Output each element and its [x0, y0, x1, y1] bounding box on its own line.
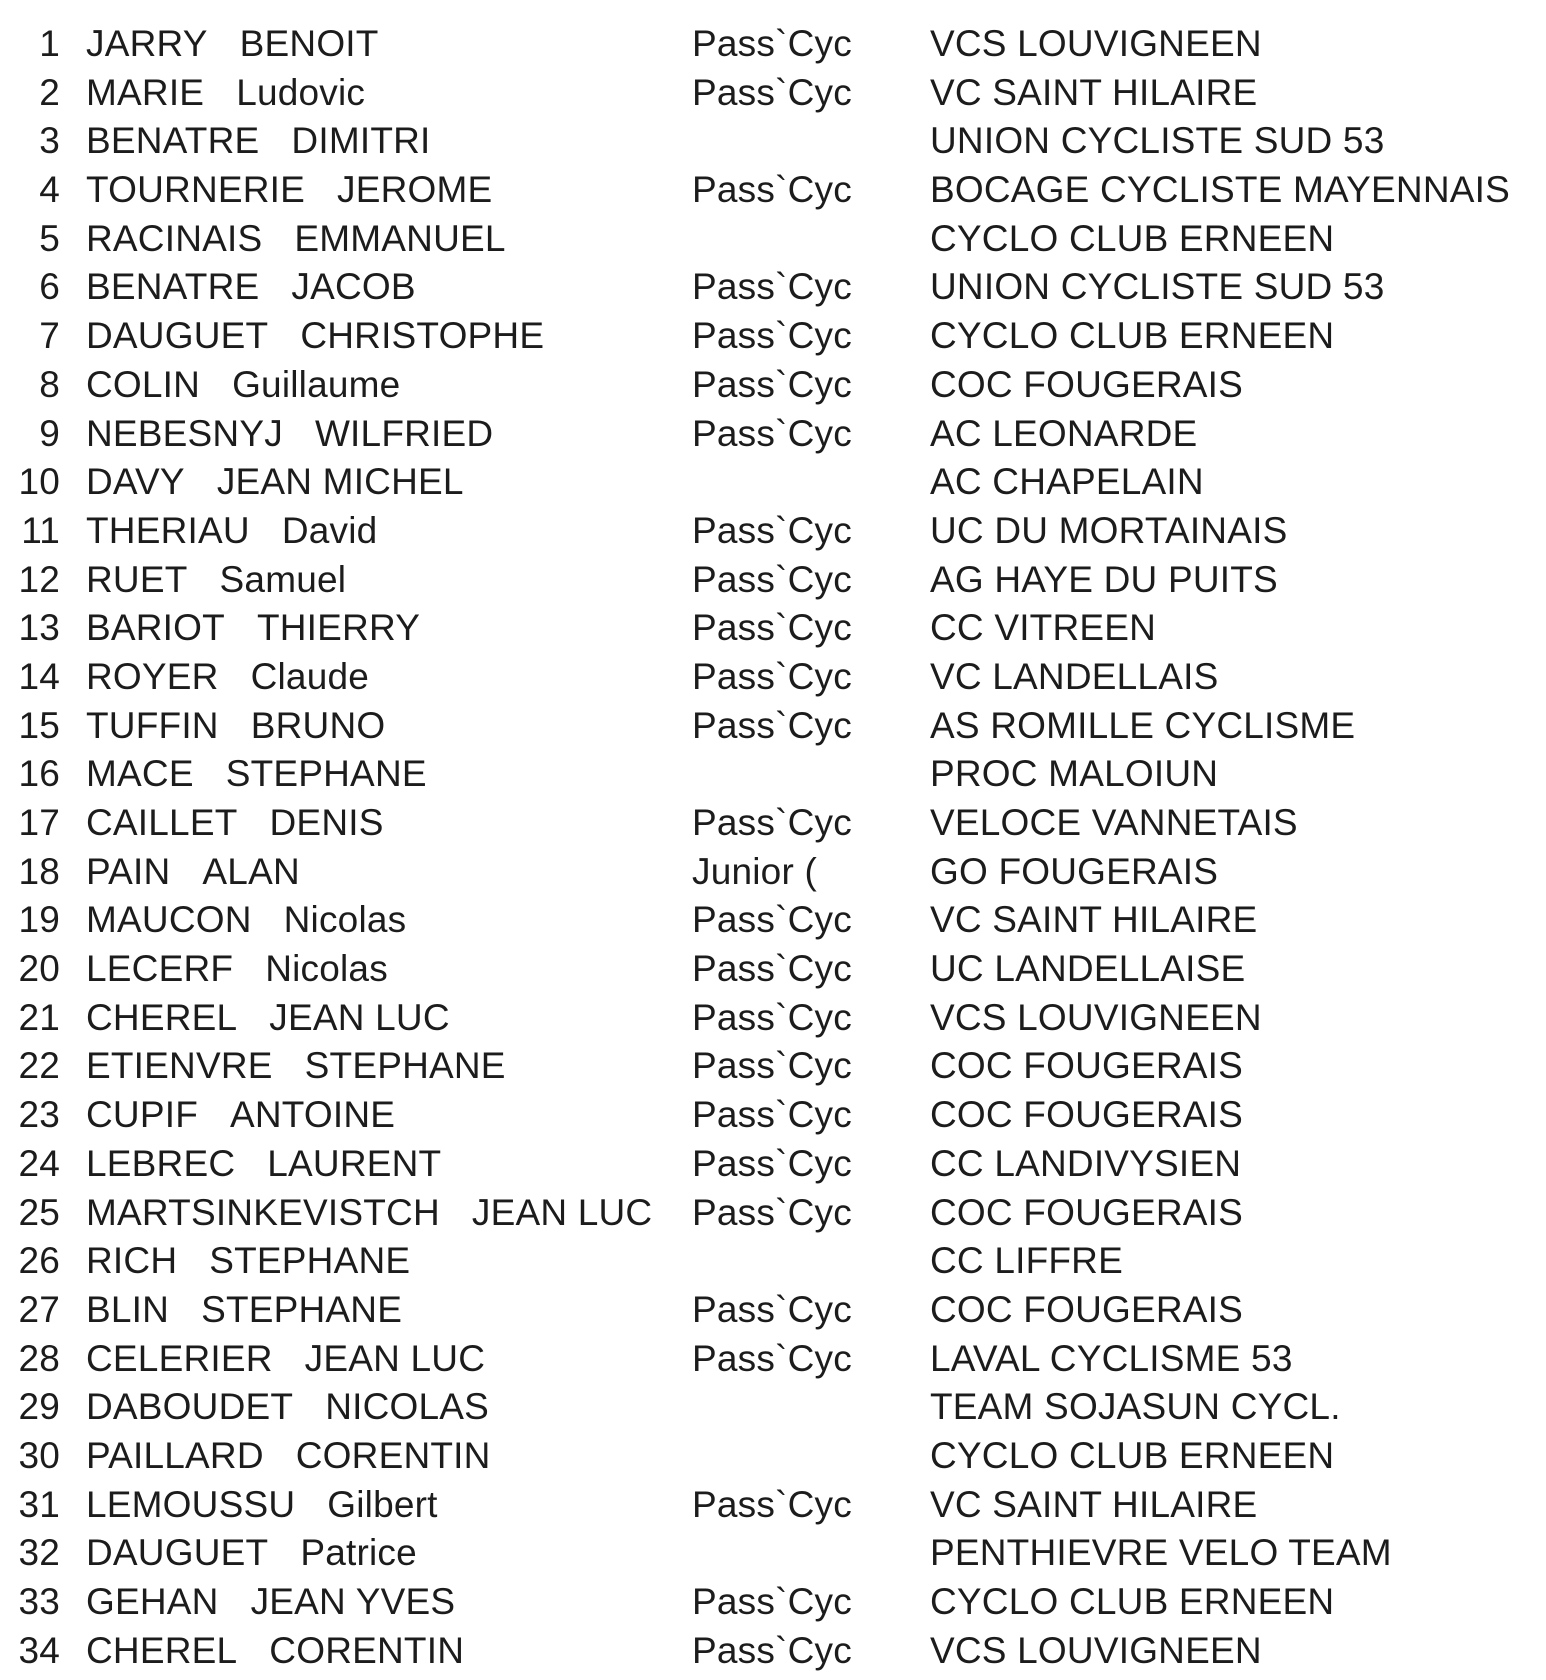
rider-last-name: BENATRE	[86, 266, 260, 308]
rider-first-name: ANTOINE	[230, 1094, 396, 1136]
rider-category: Pass`Cyc	[692, 558, 852, 600]
rider-club: AC LEONARDE	[930, 412, 1198, 454]
rider-first-name: David	[281, 509, 378, 551]
rider-first-name: WILFRIED	[314, 412, 494, 454]
rider-name	[86, 1237, 410, 1285]
result-row	[0, 1042, 1546, 1091]
rider-name	[86, 1091, 395, 1139]
rider-last-name: ROYER	[86, 655, 219, 697]
rider-club: COC FOUGERAIS	[930, 1045, 1244, 1087]
rider-last-name: DAUGUET	[86, 315, 269, 357]
rider-category: Junior (	[692, 850, 817, 892]
rider-club: LAVAL CYCLISME 53	[930, 1337, 1293, 1379]
rider-last-name: MARTSINKEVISTCH	[86, 1191, 440, 1233]
rider-club: VC LANDELLAIS	[930, 655, 1219, 697]
rider-club: VCS LOUVIGNEEN	[930, 23, 1262, 64]
rider-last-name: CAILLET	[86, 802, 238, 843]
rider-name	[86, 312, 544, 360]
result-row	[0, 69, 1546, 118]
rider-club: UC DU MORTAINAIS	[930, 509, 1288, 551]
rank-number: 3	[39, 120, 60, 162]
rank-number: 29	[18, 1386, 60, 1428]
result-row	[0, 312, 1546, 361]
rider-first-name: BRUNO	[250, 704, 386, 746]
rank-number: 21	[18, 996, 60, 1038]
rider-first-name: BENOIT	[239, 23, 379, 64]
rider-name	[86, 1481, 438, 1529]
result-row	[0, 117, 1546, 166]
rank-number: 30	[18, 1434, 60, 1476]
rider-last-name: RUET	[86, 558, 188, 600]
rider-club: GO FOUGERAIS	[930, 850, 1219, 892]
rider-category: Pass`Cyc	[692, 315, 852, 357]
rider-name	[86, 750, 427, 798]
rider-name	[86, 1383, 489, 1431]
rider-name	[86, 1042, 506, 1090]
rider-name	[86, 1189, 652, 1237]
rider-club: CYCLO CLUB ERNEEN	[930, 217, 1335, 259]
rank-number: 15	[18, 704, 60, 746]
rank-number: 10	[18, 461, 60, 503]
rider-name	[86, 410, 493, 458]
rider-club: UNION CYCLISTE SUD 53	[930, 120, 1385, 162]
rider-club: VELOCE VANNETAIS	[930, 802, 1298, 843]
rider-first-name: JEROME	[337, 169, 493, 211]
rank-number: 19	[18, 899, 60, 941]
rider-last-name: COLIN	[86, 363, 201, 405]
rider-first-name: JACOB	[291, 266, 416, 308]
rider-first-name: CORENTIN	[269, 1629, 465, 1671]
rider-club: VC SAINT HILAIRE	[930, 1483, 1258, 1525]
rank-number: 5	[39, 217, 60, 259]
rider-last-name: BARIOT	[86, 607, 225, 649]
rider-name	[86, 361, 400, 409]
rank-number: 8	[39, 363, 60, 405]
result-row	[0, 896, 1546, 945]
rider-first-name: JEAN LUC	[471, 1191, 653, 1233]
rider-first-name: DIMITRI	[291, 120, 431, 162]
rider-club: VCS LOUVIGNEEN	[930, 1629, 1262, 1671]
rank-number: 20	[18, 948, 60, 990]
rider-category: Pass`Cyc	[692, 704, 852, 746]
result-row	[0, 361, 1546, 410]
result-row	[0, 215, 1546, 264]
result-row	[0, 848, 1546, 897]
rider-last-name: TUFFIN	[86, 704, 219, 746]
result-row	[0, 410, 1546, 459]
rider-first-name: Patrice	[300, 1532, 417, 1574]
rider-category: Pass`Cyc	[692, 996, 852, 1038]
rider-last-name: LEBREC	[86, 1142, 236, 1184]
rider-category: Pass`Cyc	[692, 363, 852, 405]
rider-name	[86, 556, 346, 604]
rider-name	[86, 458, 464, 506]
rider-last-name: DABOUDET	[86, 1386, 294, 1428]
rider-last-name: CUPIF	[86, 1094, 198, 1136]
rider-category: Pass`Cyc	[692, 1288, 852, 1330]
rider-category: Pass`Cyc	[692, 71, 852, 113]
rider-club: BOCAGE CYCLISTE MAYENNAIS	[930, 169, 1510, 211]
rider-club: UNION CYCLISTE SUD 53	[930, 266, 1385, 308]
rider-name	[86, 1578, 455, 1626]
rider-name	[86, 263, 416, 311]
rider-club: COC FOUGERAIS	[930, 1094, 1244, 1136]
rank-number: 22	[18, 1045, 60, 1087]
rider-club: CC LANDIVYSIEN	[930, 1142, 1242, 1184]
rank-number: 12	[18, 558, 60, 600]
rider-name	[86, 994, 450, 1042]
rider-category: Pass`Cyc	[692, 607, 852, 649]
result-row	[0, 1529, 1546, 1578]
rider-name	[86, 215, 506, 263]
rider-name	[86, 1286, 402, 1334]
rider-last-name: THERIAU	[86, 509, 250, 551]
rider-last-name: MACE	[86, 753, 194, 795]
result-row	[0, 1481, 1546, 1530]
rider-last-name: PAILLARD	[86, 1434, 264, 1476]
rider-club: TEAM SOJASUN CYCL.	[930, 1386, 1341, 1428]
rider-first-name: Ludovic	[236, 71, 366, 113]
rider-name	[86, 896, 406, 944]
rider-category: Pass`Cyc	[692, 412, 852, 454]
rider-first-name: CORENTIN	[295, 1434, 491, 1476]
rank-number: 33	[18, 1581, 60, 1622]
rider-name	[86, 166, 492, 214]
result-row	[0, 1432, 1546, 1481]
rider-club: CYCLO CLUB ERNEEN	[930, 1434, 1335, 1476]
result-row	[0, 1140, 1546, 1189]
result-row	[0, 994, 1546, 1043]
rider-first-name: Guillaume	[232, 363, 401, 405]
rider-name	[86, 20, 379, 68]
rank-number: 24	[18, 1142, 60, 1184]
rider-first-name: Nicolas	[265, 948, 388, 990]
result-row	[0, 1189, 1546, 1238]
rider-first-name: Gilbert	[327, 1483, 438, 1525]
rider-club: CYCLO CLUB ERNEEN	[930, 315, 1335, 357]
rider-first-name: Nicolas	[283, 899, 407, 941]
rider-club: COC FOUGERAIS	[930, 1191, 1244, 1233]
rider-name	[86, 799, 384, 847]
rider-name	[86, 702, 385, 750]
rider-last-name: LECERF	[86, 948, 234, 990]
rider-last-name: MAUCON	[86, 899, 252, 941]
result-row	[0, 750, 1546, 799]
rider-first-name: LAURENT	[267, 1142, 442, 1184]
rank-number: 11	[21, 509, 60, 551]
result-row	[0, 653, 1546, 702]
rider-club: AG HAYE DU PUITS	[930, 558, 1278, 600]
rider-category: Pass`Cyc	[692, 1142, 852, 1184]
rider-last-name: RACINAIS	[86, 217, 263, 259]
rank-number: 27	[18, 1288, 60, 1330]
rank-number: 17	[18, 802, 60, 843]
result-row	[0, 702, 1546, 751]
rider-last-name: RICH	[86, 1240, 178, 1282]
rider-category: Pass`Cyc	[692, 1629, 852, 1671]
rider-last-name: BLIN	[86, 1288, 170, 1330]
rank-number: 7	[39, 315, 60, 357]
rider-first-name: CHRISTOPHE	[300, 315, 545, 357]
rider-last-name: CHEREL	[86, 1629, 238, 1671]
rank-number: 4	[39, 169, 60, 211]
rider-first-name: STEPHANE	[209, 1240, 411, 1282]
rider-first-name: Samuel	[219, 558, 347, 600]
rider-category: Pass`Cyc	[692, 1337, 852, 1379]
rank-number: 16	[18, 753, 60, 795]
result-row	[0, 1335, 1546, 1384]
result-row	[0, 166, 1546, 215]
rank-number: 14	[18, 655, 60, 697]
rider-name	[86, 1627, 464, 1675]
rank-number: 28	[18, 1337, 60, 1379]
rider-first-name: JEAN YVES	[250, 1581, 456, 1622]
rider-first-name: STEPHANE	[304, 1045, 506, 1087]
result-row	[0, 556, 1546, 605]
result-row	[0, 799, 1546, 848]
rank-number: 1	[39, 23, 60, 64]
rider-last-name: MARIE	[86, 71, 205, 113]
rider-category: Pass`Cyc	[692, 899, 852, 941]
rider-club: PROC MALOIUN	[930, 753, 1219, 795]
rider-club: VCS LOUVIGNEEN	[930, 996, 1262, 1038]
rider-first-name: STEPHANE	[201, 1288, 403, 1330]
rider-name	[86, 507, 377, 555]
result-row	[0, 507, 1546, 556]
rider-last-name: BENATRE	[86, 120, 260, 162]
rider-category: Pass`Cyc	[692, 1483, 852, 1525]
rider-club: AC CHAPELAIN	[930, 461, 1204, 503]
rider-category: Pass`Cyc	[692, 509, 852, 551]
rider-last-name: ETIENVRE	[86, 1045, 273, 1087]
rider-name	[86, 1140, 441, 1188]
result-row	[0, 1286, 1546, 1335]
rider-club: COC FOUGERAIS	[930, 363, 1244, 405]
rider-first-name: THIERRY	[256, 607, 421, 649]
rider-club: CC LIFFRE	[930, 1240, 1123, 1282]
rider-club: CYCLO CLUB ERNEEN	[930, 1581, 1335, 1622]
result-row	[0, 945, 1546, 994]
rider-last-name: JARRY	[86, 23, 208, 64]
rider-name	[86, 848, 300, 896]
rider-name	[86, 117, 431, 165]
rider-club: AS ROMILLE CYCLISME	[930, 704, 1356, 746]
result-row	[0, 1627, 1546, 1676]
rider-club: CC VITREEN	[930, 607, 1157, 649]
rider-category: Pass`Cyc	[692, 1045, 852, 1087]
rider-last-name: LEMOUSSU	[86, 1483, 296, 1525]
rider-last-name: DAVY	[86, 461, 185, 503]
rider-name	[86, 1529, 417, 1577]
result-row	[0, 1578, 1546, 1627]
rider-name	[86, 1335, 485, 1383]
rank-number: 6	[39, 266, 60, 308]
rider-first-name: JEAN LUC	[304, 1337, 486, 1379]
result-row	[0, 1237, 1546, 1286]
rider-first-name: DENIS	[269, 802, 384, 843]
rider-category: Pass`Cyc	[692, 23, 852, 64]
rider-club: VC SAINT HILAIRE	[930, 71, 1258, 113]
rider-first-name: NICOLAS	[325, 1386, 490, 1428]
rider-club: UC LANDELLAISE	[930, 948, 1246, 990]
rider-first-name: EMMANUEL	[294, 217, 506, 259]
rider-name	[86, 604, 420, 652]
results-list	[0, 20, 1546, 1675]
rider-category: Pass`Cyc	[692, 948, 852, 990]
rider-first-name: Claude	[250, 655, 370, 697]
rider-category: Pass`Cyc	[692, 802, 852, 843]
rider-first-name: ALAN	[202, 850, 300, 892]
result-row	[0, 20, 1546, 69]
rider-club: VC SAINT HILAIRE	[930, 899, 1258, 941]
rider-category: Pass`Cyc	[692, 266, 852, 308]
rider-last-name: NEBESNYJ	[86, 412, 283, 454]
rank-number: 18	[18, 850, 60, 892]
rider-first-name: JEAN LUC	[269, 996, 450, 1038]
rider-category: Pass`Cyc	[692, 169, 852, 211]
rank-number: 13	[18, 607, 60, 649]
rider-name	[86, 945, 388, 993]
rank-number: 34	[18, 1629, 60, 1671]
rider-name	[86, 653, 369, 701]
rider-club: PENTHIEVRE VELO TEAM	[930, 1532, 1392, 1574]
rider-last-name: GEHAN	[86, 1581, 219, 1622]
rider-category: Pass`Cyc	[692, 1094, 852, 1136]
rank-number: 23	[18, 1094, 60, 1136]
rider-last-name: PAIN	[86, 850, 171, 892]
result-row	[0, 1383, 1546, 1432]
rider-last-name: DAUGUET	[86, 1532, 269, 1574]
rider-category: Pass`Cyc	[692, 1191, 852, 1233]
rider-last-name: TOURNERIE	[86, 169, 306, 211]
result-row	[0, 458, 1546, 507]
rider-category: Pass`Cyc	[692, 1581, 852, 1622]
rank-number: 25	[18, 1191, 60, 1233]
result-row	[0, 604, 1546, 653]
rider-name	[86, 1432, 491, 1480]
rider-category: Pass`Cyc	[692, 655, 852, 697]
rider-last-name: CELERIER	[86, 1337, 273, 1379]
result-row	[0, 263, 1546, 312]
rider-name	[86, 69, 365, 117]
rank-number: 26	[18, 1240, 60, 1282]
rank-number: 32	[18, 1532, 60, 1574]
rider-club: COC FOUGERAIS	[930, 1288, 1244, 1330]
rank-number: 2	[39, 71, 60, 113]
rank-number: 9	[39, 412, 60, 454]
result-row	[0, 1091, 1546, 1140]
rank-number: 31	[18, 1483, 60, 1525]
rider-last-name: CHEREL	[86, 996, 238, 1038]
rider-first-name: STEPHANE	[225, 753, 427, 795]
rider-first-name: JEAN MICHEL	[216, 461, 464, 503]
